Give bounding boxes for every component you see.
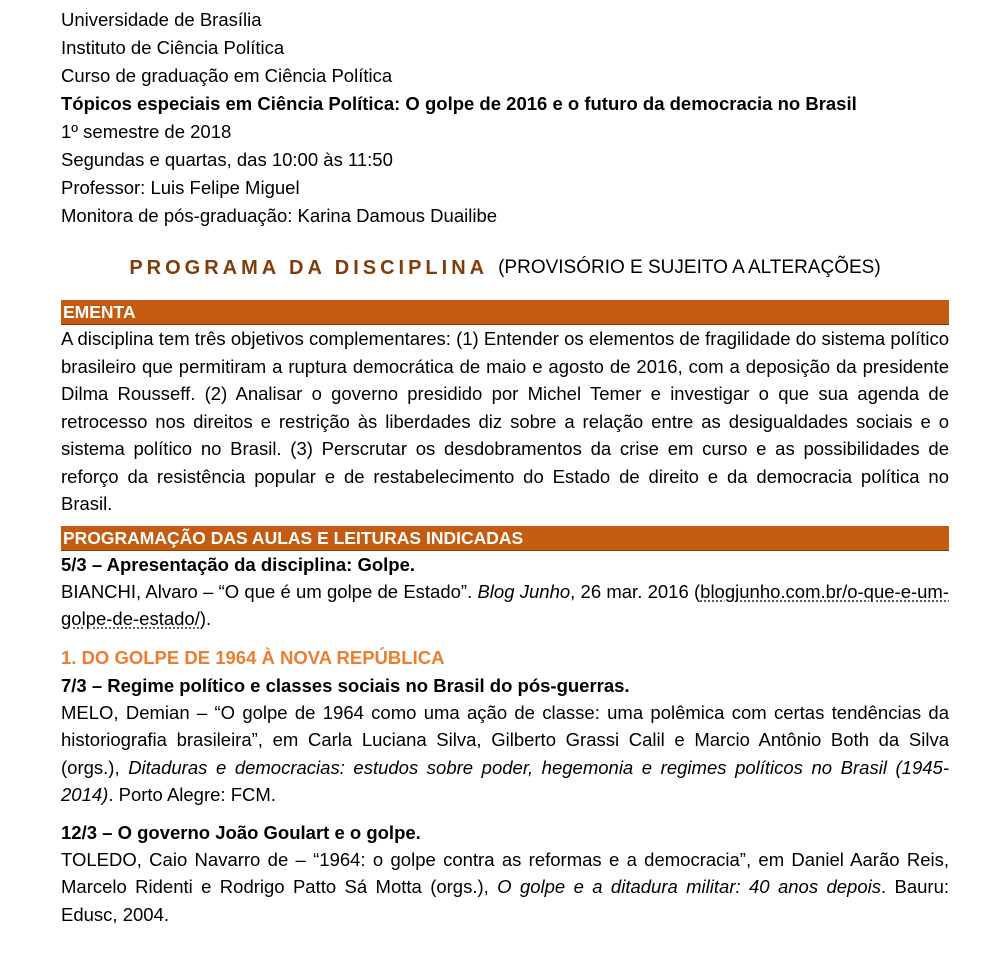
monitor: Monitora de pós-graduação: Karina Damous Duailibe: [61, 205, 498, 226]
reference: [61, 578, 949, 633]
reference-author: BIANCHI, Alvaro – “O que é um golpe de Estado”.: [61, 580, 478, 602]
program-title-sub: (PROVISÓRIO E SUJEITO A ALTERAÇÕES): [498, 257, 881, 278]
reference-end: . Porto Alegre: FCM.: [108, 784, 276, 805]
reference-book: Ditaduras e democracias: estudos sobre poder, hegemonia e regimes políticos no Brasil (1945-2014): [61, 756, 949, 805]
reference: [61, 699, 949, 809]
schedule: Segundas e quartas, das 10:00 às 11:50: [61, 149, 393, 170]
semester: 1º semestre de 2018: [61, 121, 232, 142]
reference-end: . Bauru: Edusc, 2004.: [61, 876, 949, 925]
professor: Professor: Luis Felipe Miguel: [61, 177, 300, 198]
reference-text: TOLEDO, Caio Navarro de – “1964: o golpe contra as reformas e a democracia”, em Daniel Aarão Reis, Marcelo Ridenti e Rodrigo Patto Sá Motta (orgs.),: [61, 848, 949, 897]
unit-heading: 1. DO GOLPE DE 1964 À NOVA REPÚBLICA: [61, 646, 445, 668]
course-name: Curso de graduação em Ciência Política: [61, 65, 393, 86]
reference-text: MELO, Demian – “O golpe de 1964 como uma ação de classe: uma polêmica com certas tendências da historiografia brasileira”, em Carla Luciana Silva, Gilberto Grassi Calil e Marcio Antônio Both da Silva (orgs.),: [61, 701, 949, 778]
ementa-text: A disciplina tem três objetivos complementares: (1) Entender os elementos de fragilidade do sistema político brasileiro que permitiram a ruptura democrática de maio e agosto de 2016, com a deposição da presidente Dilma Rousseff. (2) Analisar o governo presidido por Michel Temer e investigar o que sua agenda de retrocesso nos direitos e restrição às liberdades diz sobre a relação entre as desigualdades sociais e o sistema político no Brasil. (3) Perscrutar os desdobramentos da crise em curso e as possibilidades de reforço da resistência popular e de restabelecimento do Estado de direito e da democracia política no Brasil.: [61, 328, 949, 514]
program-heading: PROGRAMAÇÃO DAS AULAS E LEITURAS INDICADAS: [61, 526, 949, 551]
ementa-heading: EMENTA: [61, 300, 949, 325]
reference-date: , 26 mar. 2016 (: [570, 580, 701, 602]
program-title-main: PROGRAMA DA DISCIPLINA: [129, 256, 489, 279]
document-page: [61, 6, 949, 928]
university-name: Universidade de Brasília: [61, 9, 262, 30]
discipline-title: Tópicos especiais em Ciência Política: O golpe de 2016 e o futuro da democracia no Brasil: [61, 93, 857, 114]
session-title: 7/3 – Regime político e classes sociais no Brasil do pós-guerras.: [61, 674, 630, 696]
institute-name: Instituto de Ciência Política: [61, 37, 285, 58]
reference-book: O golpe e a ditadura militar: 40 anos depois: [497, 876, 881, 897]
reference-end: ).: [199, 608, 212, 629]
program-title: [61, 246, 949, 290]
reference: [61, 846, 949, 929]
session-title: 5/3 – Apresentação da disciplina: Golpe.: [61, 553, 416, 575]
reference-source: Blog Junho: [477, 580, 571, 602]
reference-link[interactable]: blogjunho.com.br/o-que-e-um-golpe-de-estado/: [61, 580, 950, 629]
session-title: 12/3 – O governo João Goulart e o golpe.: [61, 821, 421, 843]
